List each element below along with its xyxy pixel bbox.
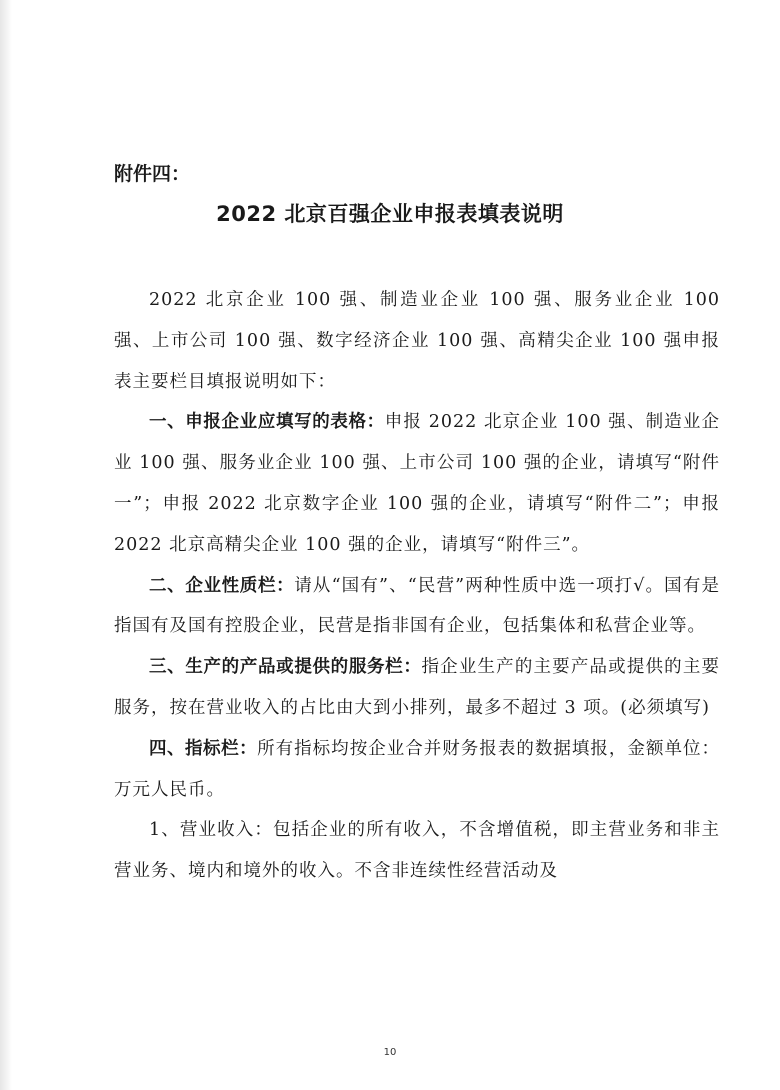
document-body (114, 280, 720, 892)
section-heading-2: 二、企业性质栏： (149, 575, 295, 596)
item-1-paragraph: 1、营业收入：包括企业的所有收入，不含增值税，即主营业务和非主营业务、境内和境外的收入。不含非连续性经营活动及 (114, 820, 720, 882)
section-paragraph-1 (114, 402, 720, 565)
document-title: 2022 北京百强企业申报表填表说明 (216, 202, 564, 226)
page-number: 10 (383, 1047, 397, 1058)
section-paragraph-3 (114, 647, 720, 729)
section-heading-1: 一、申报企业应填写的表格： (149, 412, 385, 433)
section-text-1: 申报 2022 北京企业 100 强、制造业企业 100 强、服务业企业 100 强、上市公司 100 强的企业，请填写“附件一”；申报 2022 北京数字企业 100 强的企业，请填写“附件二”；申报 2022 北京高精尖企业 100 强的企业，请填写“附件三”。 (114, 412, 720, 555)
section-paragraph-2 (114, 566, 720, 648)
section-paragraph-4 (114, 729, 720, 811)
intro-paragraph: 2022 北京企业 100 强、制造业企业 100 强、服务业企业 100 强、上市公司 100 强、数字经济企业 100 强、高精尖企业 100 强申报表主要栏目填报说明如下： (114, 290, 720, 392)
attachment-label: 附件四： (114, 163, 191, 185)
section-heading-3: 三、生产的产品或提供的服务栏： (149, 657, 422, 678)
section-text-3: 指企业生产的主要产品或提供的主要服务，按在营业收入的占比由大到小排列，最多不超过 3 项。(必须填写) (114, 657, 720, 718)
page-left-edge (0, 0, 12, 1090)
section-heading-4: 四、指标栏： (149, 738, 258, 759)
section-text-2: 请从“国有”、“民营”两种性质中选一项打√。国有是指国有及国有控股企业，民营是指非国有企业，包括集体和私营企业等。 (114, 575, 720, 637)
section-text-4: 所有指标均按企业合并财务报表的数据填报，金额单位：万元人民币。 (114, 738, 721, 800)
